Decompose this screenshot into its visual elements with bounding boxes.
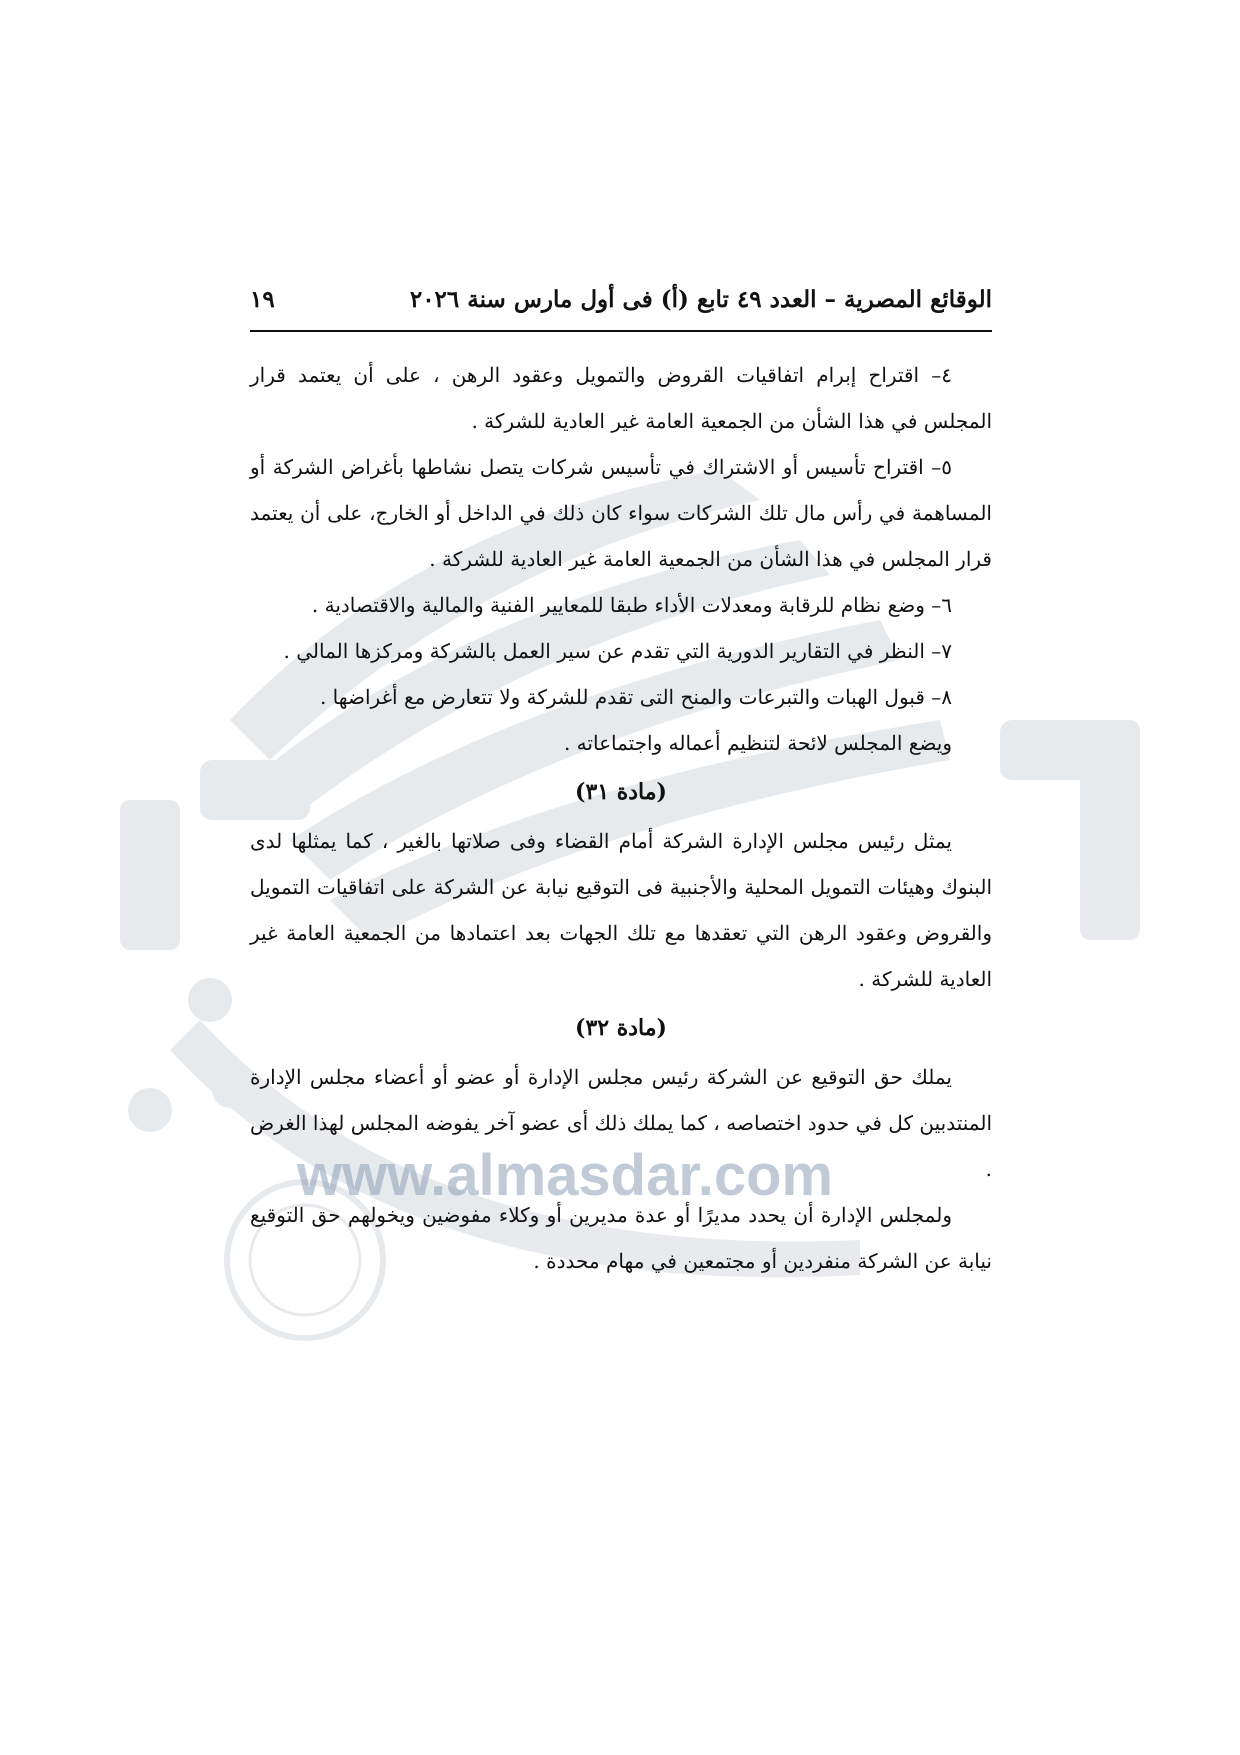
paragraph-item-5: ٥– اقتراح تأسيس أو الاشتراك في تأسيس شركات يتصل نشاطها بأغراض الشركة أو المساهمة في رأس مال تلك الشركات سواء كان ذلك في الداخل أو الخارج، على أن يعتمد قرار المجلس في هذا الشأن من الجمعية العامة غير العادية للشركة . [250,455,992,571]
paragraph-item-8: ٨– قبول الهبات والتبرعات والمنح التى تقدم للشركة ولا تتعارض مع أغراضها . [319,685,952,709]
paragraph-item-6: ٦– وضع نظام للرقابة ومعدلات الأداء طبقا للمعايير الفنية والمالية والاقتصادية . [311,593,952,617]
document-body [250,352,992,1284]
header-title: الوقائع المصرية – العدد ٤٩ تابع (أ) فى أول مارس سنة ٢٠٢٦ [409,286,992,313]
document-page [250,280,992,1284]
page-header [250,280,992,332]
watermark-url: www.almasdar.com [296,1143,834,1208]
paragraph-item-4: ٤– اقتراح إبرام اتفاقيات القروض والتمويل وعقود الرهن ، على أن يعتمد قرار المجلس في هذا الشأن من الجمعية العامة غير العادية للشركة . [250,363,992,433]
article-31-title: (مادة ٣١) [575,779,667,805]
article-31-text: يمثل رئيس مجلس الإدارة الشركة أمام القضاء وفى صلاتها بالغير ، كما يمثلها لدى البنوك وهيئات التمويل المحلية والأجنبية فى التوقيع نيابة عن الشركة على اتفاقيات التمويل والقروض وعقود الرهن التي تعقدها مع تلك الجهات بعد اعتمادها من الجمعية العامة غير العادية للشركة . [250,829,992,991]
page-number: ١٩ [250,286,275,313]
article-32-paragraph-2: ولمجلس الإدارة أن يحدد مديرًا أو عدة مديرين أو وكلاء مفوضين ويخولهم حق التوقيع نيابة عن الشركة منفردين أو مجتمعين في مهام محددة . [250,1203,992,1273]
paragraph-item-7: ٧– النظر في التقارير الدورية التي تقدم عن سير العمل بالشركة ومركزها المالي . [283,639,952,663]
paragraph-bylaws: ويضع المجلس لائحة لتنظيم أعماله واجتماعاته . [563,731,952,755]
article-32-title: (مادة ٣٢) [575,1015,667,1041]
article-32-paragraph-1: يملك حق التوقيع عن الشركة رئيس مجلس الإدارة أو عضو أو أعضاء مجلس الإدارة المنتدبين كل في حدود اختصاصه ، كما يملك ذلك أى عضو آخر يفوضه المجلس لهذا الغرض . [250,1065,992,1181]
